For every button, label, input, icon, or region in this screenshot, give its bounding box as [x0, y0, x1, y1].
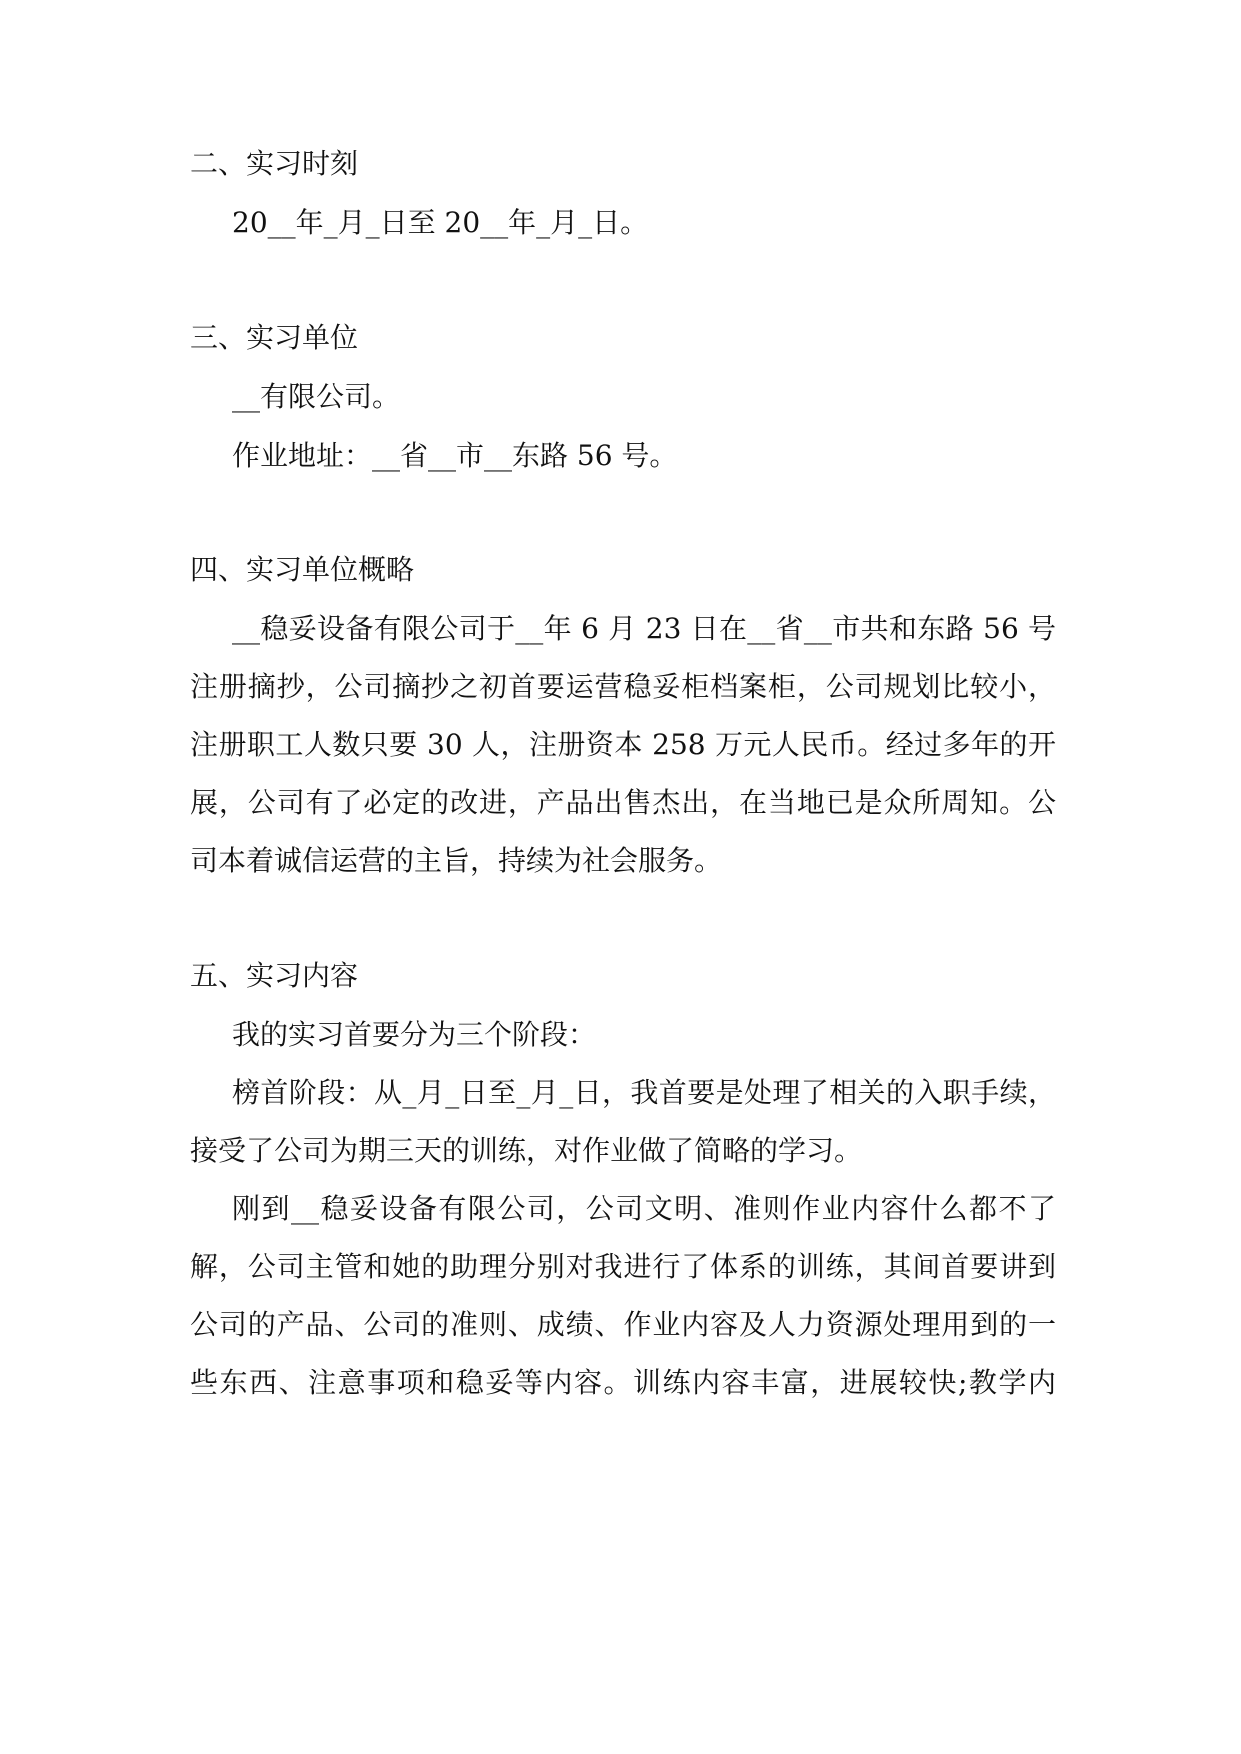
- section-heading-internship-time: 二、实习时刻: [190, 147, 359, 180]
- paragraph-line: 榜首阶段：从_月_日至_月_日，我首要是处理了相关的入职手续，: [232, 1076, 1056, 1109]
- paragraph-line: 我的实习首要分为三个阶段：: [232, 1018, 597, 1051]
- paragraph-line: 刚到__稳妥设备有限公司，公司文明、准则作业内容什么都不了: [232, 1192, 1056, 1225]
- paragraph-line: 注册职工人数只要 30 人，注册资本 258 万元人民币。经过多年的开: [190, 728, 1056, 761]
- paragraph-line: 接受了公司为期三天的训练，对作业做了简略的学习。: [190, 1134, 863, 1167]
- section-heading-internship-content: 五、实习内容: [190, 959, 359, 992]
- section-heading-unit-overview: 四、实习单位概略: [190, 553, 415, 586]
- paragraph-line: __稳妥设备有限公司于__年 6 月 23 日在__省__市共和东路 56 号: [232, 612, 1056, 645]
- internship-period-line: 20__年_月_日至 20__年_月_日。: [232, 206, 649, 239]
- paragraph-line: 公司的产品、公司的准则、成绩、作业内容及人力资源处理用到的一: [190, 1308, 1056, 1341]
- work-address-line: 作业地址：__省__市__东路 56 号。: [232, 439, 678, 472]
- paragraph-line: 司本着诚信运营的主旨，持续为社会服务。: [190, 844, 723, 877]
- section-heading-internship-unit: 三、实习单位: [190, 321, 359, 354]
- paragraph-line: 注册摘抄，公司摘抄之初首要运营稳妥柜档案柜，公司规划比较小，: [190, 670, 1056, 703]
- company-name-line: __有限公司。: [232, 380, 401, 413]
- paragraph-line: 些东西、注意事项和稳妥等内容。训练内容丰富，进展较快;教学内: [190, 1366, 1056, 1399]
- paragraph-line: 解，公司主管和她的助理分别对我进行了体系的训练，其间首要讲到: [190, 1250, 1056, 1283]
- paragraph-line: 展，公司有了必定的改进，产品出售杰出，在当地已是众所周知。公: [190, 786, 1056, 819]
